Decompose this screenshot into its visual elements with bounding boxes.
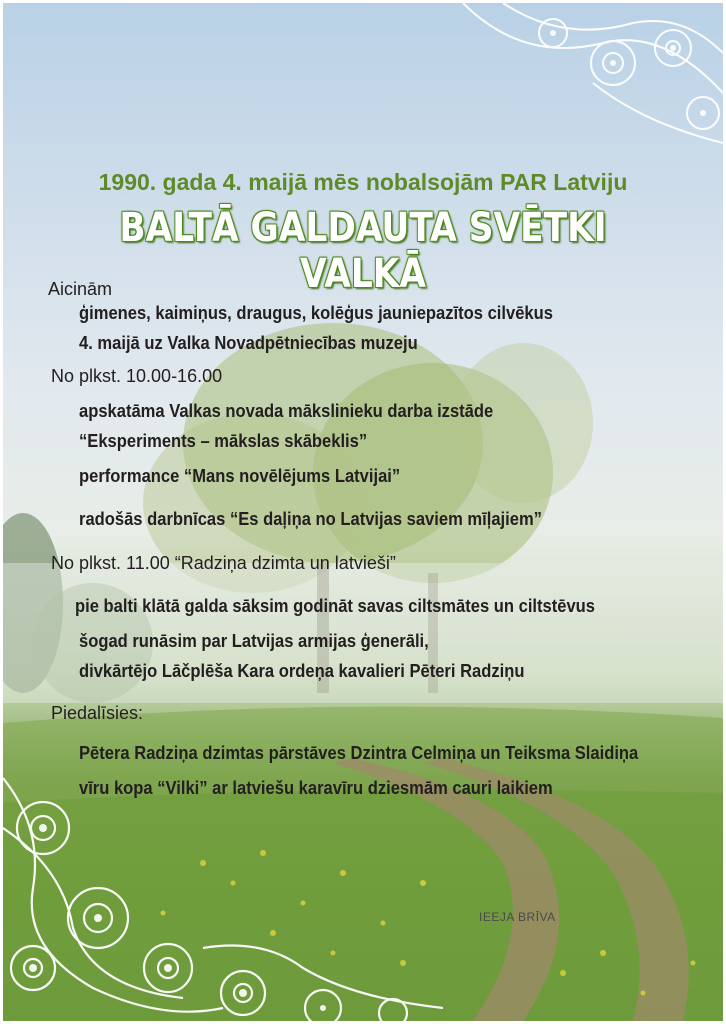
section1-line: performance “Mans novēlējums Latvijai” bbox=[79, 466, 401, 486]
section1-line: apskatāma Valkas novada mākslinieku darba izstāde bbox=[79, 401, 494, 421]
poster-title: BALTĀ GALDAUTA SVĒTKI VALKĀ bbox=[119, 205, 607, 297]
section3-heading: Piedalīsies: bbox=[51, 703, 144, 723]
section3-line: vīru kopa “Vilki” ar latviešu karavīru dziesmām cauri laikiem bbox=[79, 778, 553, 798]
section2-line: pie balti klātā galda sāksim godināt savas ciltsmātes un ciltstēvus bbox=[75, 596, 596, 616]
lace-bottom-left bbox=[3, 768, 443, 1021]
invite-line: ģimenes, kaimiņus, draugus, kolēģus jauniepazītos cilvēkus bbox=[79, 303, 553, 323]
section2-line: divkārtējo Lāčplēša Kara ordeņa kavalieri Pēteri Radziņu bbox=[79, 661, 525, 681]
section2-heading: No plkst. 11.00 “Radziņa dzimta un latvieši” bbox=[51, 553, 396, 573]
invite-line: 4. maijā uz Valka Novadpētniecības muzeju bbox=[79, 333, 418, 353]
section1-line: radošās darbnīcas “Es daļiņa no Latvijas saviem mīļajiem” bbox=[79, 509, 542, 529]
section1-heading: No plkst. 10.00-16.00 bbox=[51, 366, 223, 386]
invite-heading: Aicinām bbox=[48, 279, 113, 299]
section1-line: “Eksperiments – mākslas skābeklis” bbox=[79, 431, 368, 451]
poster bbox=[3, 3, 723, 1021]
free-entry-label: IEEJA BRĪVA bbox=[479, 910, 556, 924]
subtitle: 1990. gada 4. maijā mēs nobalsojām PAR Latviju bbox=[98, 169, 628, 195]
section3-line: Pētera Radziņa dzimtas pārstāves Dzintra Celmiņa un Teiksma Slaidiņa bbox=[79, 743, 639, 763]
section2-line: šogad runāsim par Latvijas armijas ģenerāli, bbox=[79, 631, 429, 651]
lace-top-right bbox=[443, 3, 723, 153]
